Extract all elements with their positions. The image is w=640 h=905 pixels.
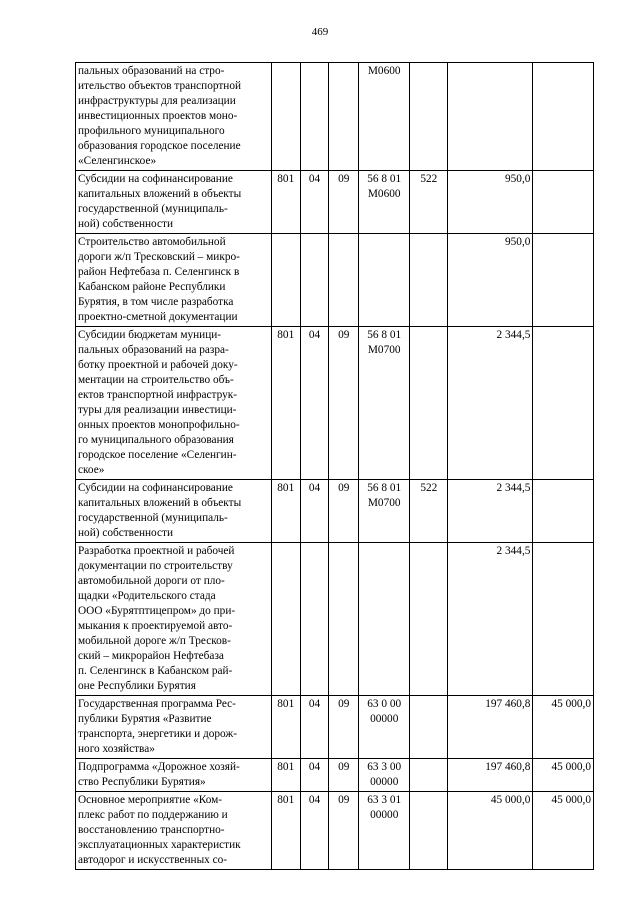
amount-cell-2 <box>533 480 594 543</box>
table-row <box>76 543 594 696</box>
section-code-cell: 04 <box>300 792 329 870</box>
subsection-code-cell <box>329 543 359 696</box>
row-name-cell: Подпрограмма «Дорожное хозяй- ство Республики Бурятия» <box>76 759 272 792</box>
subsection-code-cell: 09 <box>329 759 359 792</box>
target-article-cell: 56 8 01 M0700 <box>359 480 410 543</box>
table-row <box>76 63 594 171</box>
amount-cell-2 <box>533 543 594 696</box>
section-code-cell <box>300 234 329 327</box>
table-row <box>76 759 594 792</box>
target-article-cell: 63 0 00 00000 <box>359 696 410 759</box>
row-name-cell: Основное мероприятие «Ком- плекс работ по поддержанию и восстановлению транспортно- эксплуатационных характеристик автодорог и искусственных со- <box>76 792 272 870</box>
amount-cell-2 <box>533 171 594 234</box>
subsection-code-cell <box>329 63 359 171</box>
section-code-cell: 04 <box>300 696 329 759</box>
table-row <box>76 480 594 543</box>
section-code-cell: 04 <box>300 171 329 234</box>
amount-cell-2 <box>533 327 594 480</box>
target-article-cell <box>359 234 410 327</box>
grbs-code-cell: 801 <box>271 171 300 234</box>
table-row <box>76 327 594 480</box>
row-name-cell: Субсидии на софинансирование капитальных вложений в объекты государственной (муниципаль- ной) собственности <box>76 171 272 234</box>
grbs-code-cell <box>271 543 300 696</box>
amount-cell-1: 2 344,5 <box>448 327 533 480</box>
target-article-cell <box>359 543 410 696</box>
table-row <box>76 792 594 870</box>
target-article-cell: 63 3 00 00000 <box>359 759 410 792</box>
table-row <box>76 171 594 234</box>
section-code-cell: 04 <box>300 759 329 792</box>
expense-type-cell <box>410 696 448 759</box>
amount-cell-2: 45 000,0 <box>533 792 594 870</box>
expense-type-cell <box>410 63 448 171</box>
section-code-cell <box>300 543 329 696</box>
row-name-cell: Государственная программа Рес- публики Бурятия «Развитие транспорта, энергетики и дорож- ного хозяйства» <box>76 696 272 759</box>
amount-cell-1: 950,0 <box>448 171 533 234</box>
expense-type-cell <box>410 234 448 327</box>
row-name-cell: Субсидии на софинансирование капитальных вложений в объекты государственной (муниципаль- ной) собственности <box>76 480 272 543</box>
grbs-code-cell: 801 <box>271 327 300 480</box>
expense-type-cell: 522 <box>410 171 448 234</box>
section-code-cell: 04 <box>300 327 329 480</box>
amount-cell-1: 197 460,8 <box>448 759 533 792</box>
row-name-cell: Строительство автомобильной дороги ж/п Тресковский – микро- район Нефтебаза п. Селенгинск в Кабанском районе Республики Бурятия, в том числе разработка проектно-сметной документации <box>76 234 272 327</box>
grbs-code-cell: 801 <box>271 696 300 759</box>
page-number: 469 <box>311 26 329 38</box>
amount-cell-1 <box>448 63 533 171</box>
subsection-code-cell: 09 <box>329 696 359 759</box>
row-name-cell: пальных образований на стро- ительство объектов транспортной инфраструктуры для реализации инвестиционных проектов моно- профильного муниципального образования городское поселение «Селенгинское» <box>76 63 272 171</box>
target-article-cell: M0600 <box>359 63 410 171</box>
subsection-code-cell: 09 <box>329 480 359 543</box>
amount-cell-2 <box>533 234 594 327</box>
target-article-cell: 56 8 01 M0700 <box>359 327 410 480</box>
expense-type-cell: 522 <box>410 480 448 543</box>
grbs-code-cell <box>271 234 300 327</box>
expense-type-cell <box>410 759 448 792</box>
amount-cell-2 <box>533 63 594 171</box>
row-name-cell: Разработка проектной и рабочей документации по строительству автомобильной дороги от пло- щадки «Родительского стада ООО «Бурятптицепром» до при- мыкания к проектируемой авто- мобильной дороге ж/п Тресков- ский – микрорайон Нефтебаза п. Селенгинск в Кабанском рай- оне Республики Бурятия <box>76 543 272 696</box>
row-name-cell: Субсидии бюджетам муници- пальных образований на разра- ботку проектной и рабочей доку- ментации на строительство объ- ектов транспортной инфраструк- туры для реализации инвестици- онных проектов монопрофильно- го муниципального образования городское поселение «Селенгин- ское» <box>76 327 272 480</box>
expense-type-cell <box>410 327 448 480</box>
amount-cell-1: 950,0 <box>448 234 533 327</box>
subsection-code-cell <box>329 234 359 327</box>
target-article-cell: 63 3 01 00000 <box>359 792 410 870</box>
amount-cell-1: 2 344,5 <box>448 543 533 696</box>
amount-cell-1: 2 344,5 <box>448 480 533 543</box>
section-code-cell <box>300 63 329 171</box>
amount-cell-1: 45 000,0 <box>448 792 533 870</box>
table-row <box>76 696 594 759</box>
budget-table <box>75 62 594 870</box>
expense-type-cell <box>410 792 448 870</box>
target-article-cell: 56 8 01 M0600 <box>359 171 410 234</box>
subsection-code-cell: 09 <box>329 327 359 480</box>
grbs-code-cell <box>271 63 300 171</box>
expense-type-cell <box>410 543 448 696</box>
amount-cell-2: 45 000,0 <box>533 759 594 792</box>
subsection-code-cell: 09 <box>329 171 359 234</box>
amount-cell-2: 45 000,0 <box>533 696 594 759</box>
subsection-code-cell: 09 <box>329 792 359 870</box>
table-row <box>76 234 594 327</box>
grbs-code-cell: 801 <box>271 759 300 792</box>
section-code-cell: 04 <box>300 480 329 543</box>
grbs-code-cell: 801 <box>271 792 300 870</box>
budget-table-body <box>76 63 594 870</box>
amount-cell-1: 197 460,8 <box>448 696 533 759</box>
grbs-code-cell: 801 <box>271 480 300 543</box>
